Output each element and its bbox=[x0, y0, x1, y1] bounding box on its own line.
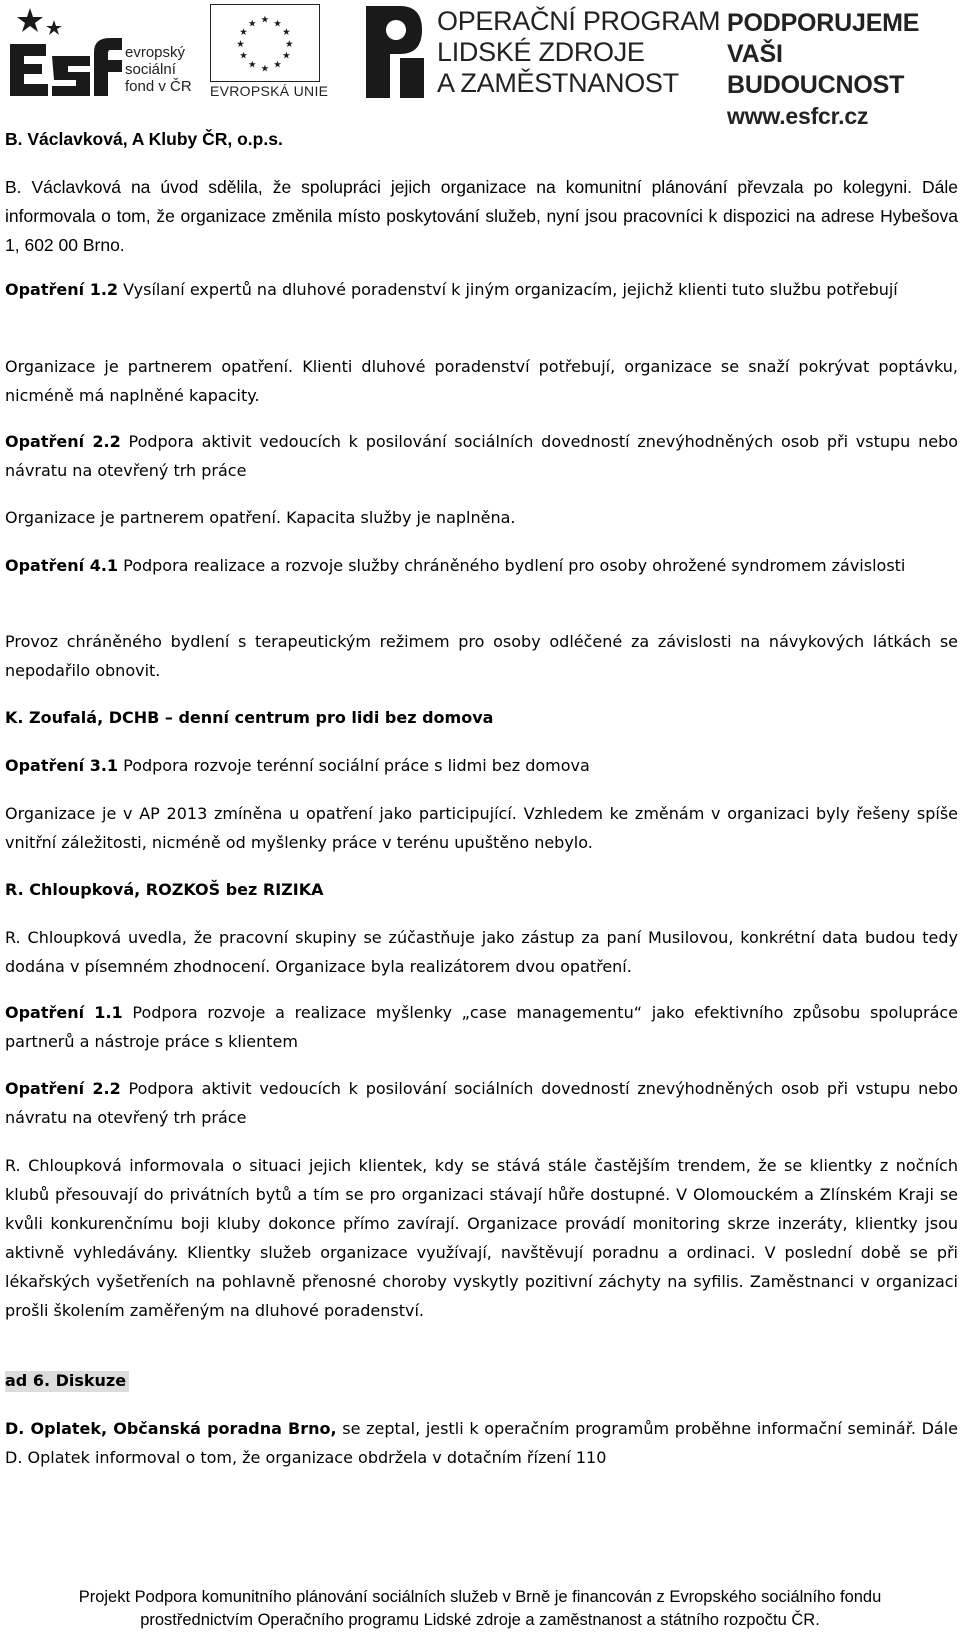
support-line: PODPORUJEME bbox=[727, 9, 920, 37]
measure-text: Podpora aktivit vedoucích k posilování sociálních dovedností znevýhodněných osob při vstupu nebo návratu na otevřený trh práce bbox=[5, 1079, 959, 1127]
svg-text:★: ★ bbox=[247, 18, 257, 30]
paragraph: Provoz chráněného bydlení s terapeutickým režimem pro osoby odléčené za závislosti na návykových látkách se nepodařilo obnovit. bbox=[5, 632, 958, 680]
measure-label: Opatření 1.2 bbox=[5, 280, 119, 299]
esf-line: evropský bbox=[125, 44, 186, 61]
support-line: VAŠI BUDOUCNOST bbox=[727, 40, 905, 99]
speaker: D. Oplatek, Občanská poradna Brno, bbox=[5, 1419, 337, 1438]
web-link[interactable]: www.esfcr.cz bbox=[727, 103, 869, 129]
svg-text:★: ★ bbox=[260, 63, 270, 75]
svg-text:★: ★ bbox=[273, 18, 283, 30]
measure-title bbox=[5, 551, 958, 580]
footer-line: prostřednictvím Operačního programu Lidské zdroje a zaměstnanost a státního rozpočtu ČR. bbox=[140, 1611, 820, 1629]
paragraph: R. Chloupková informovala o situaci jejich klientek, kdy se stává stále častějším trendem, že se klientky z nočních klubů přesouvají do privátních bytů a tím se pro organizaci stávají hůře dostupné. V Olomouckém a Zlínském Kraji se kvůli konkurenčnímu boji kluby dokonce přímo zavírají. Organizace provádí monitoring skrze inzeráty, klientky jsou aktivně vyhledávány. Klientky služeb organizace využívají, navštěvují poradnu a ordinaci. V poslední době se při lékařských vyšetřeních na pohlavně přenosné choroby vyskytly pozitivní záchyty na syfilis. Zaměstnanci v organizaci prošli školením zaměřeným na dluhové poradenství. bbox=[5, 1156, 958, 1320]
op-line: LIDSKÉ ZDROJE bbox=[437, 37, 645, 67]
paragraph: Organizace je partnerem opatření. Klienti dluhové poradenství potřebují, organizace se snaží pokrývat poptávku, nicméně má naplněné kapacity. bbox=[5, 357, 958, 405]
op-line: OPERAČNÍ PROGRAM bbox=[437, 6, 721, 36]
paragraph-text: se zeptal, jestli k operačním programům proběhne informační seminář. Dále D. Oplatek informoval o tom, že organizace obdržela v dotačním řízení 110 bbox=[5, 1419, 959, 1467]
op-line: A ZAMĚSTNANOST bbox=[437, 68, 679, 98]
svg-text:★: ★ bbox=[236, 38, 246, 50]
svg-text:★: ★ bbox=[260, 14, 270, 26]
page-footer bbox=[0, 1586, 960, 1632]
svg-text:★: ★ bbox=[239, 50, 248, 62]
esf-logo bbox=[6, 4, 124, 102]
measure-label: Opatření 1.1 bbox=[5, 1003, 123, 1022]
paragraph: B. Václavková na úvod sdělila, že spolupráci jejich organizace na komunitní plánování převzala po kolegyni. Dále informovala o tom, že organizace změnila místo poskytování služeb, nyní jsou pracovníci k dispozici na adrese Hybešova 1, 602 00 Brno. bbox=[5, 177, 958, 255]
svg-text:★: ★ bbox=[284, 38, 294, 50]
esf-line: sociální bbox=[125, 61, 176, 78]
svg-text:★: ★ bbox=[239, 27, 248, 39]
paragraph: R. Chloupková uvedla, že pracovní skupiny se zúčastňuje jako zástup za paní Musilovou, konkrétní data budou tedy dodána v písemném zhodnocení. Organizace byla realizátorem dvou opatření. bbox=[5, 928, 958, 976]
highlighted-heading: ad 6. Diskuze bbox=[5, 1371, 129, 1392]
section-heading: R. Chloupková, ROZKOŠ bez RIZIKA bbox=[5, 880, 324, 899]
measure-title bbox=[5, 1074, 958, 1132]
op-program-text bbox=[437, 6, 720, 99]
measure-title bbox=[5, 751, 958, 780]
measure-title bbox=[5, 275, 958, 304]
measure-title bbox=[5, 998, 958, 1056]
paragraph: Organizace je partnerem opatření. Kapacita služby je naplněna. bbox=[5, 508, 516, 527]
measure-text: Podpora rozvoje a realizace myšlenky „case managementu“ jako efektivního způsobu spolupráce partnerů a nástroje práce s klientem bbox=[5, 1003, 959, 1051]
paragraph: Organizace je v AP 2013 zmíněna u opatření jako participující. Vzhledem ke změnám v organizaci byly řešeny spíše vnitřní záležitosti, nicméně od myšlenky práce v terénu upuštěno nebylo. bbox=[5, 804, 958, 852]
svg-text:★: ★ bbox=[247, 59, 257, 71]
section-heading: K. Zoufalá, DCHB – denní centrum pro lidi bez domova bbox=[5, 708, 494, 727]
measure-label: Opatření 3.1 bbox=[5, 756, 119, 775]
measure-text: Podpora aktivit vedoucích k posilování sociálních dovedností znevýhodněných osob při vstupu nebo návratu na otevřený trh práce bbox=[5, 432, 959, 480]
esf-logo-text bbox=[125, 44, 192, 95]
measure-label: Opatření 2.2 bbox=[5, 1079, 121, 1098]
support-slogan bbox=[727, 8, 960, 132]
eu-flag-icon bbox=[210, 4, 320, 82]
svg-text:★: ★ bbox=[273, 59, 283, 71]
measure-text: Vysílaní expertů na dluhové poradenství k jiným organizacím, jejichž klienti tuto službu potřebují bbox=[123, 280, 898, 299]
svg-text:★: ★ bbox=[282, 27, 291, 39]
svg-text:★: ★ bbox=[282, 50, 291, 62]
measure-text: Podpora rozvoje terénní sociální práce s lidmi bez domova bbox=[123, 756, 590, 775]
paragraph bbox=[5, 1414, 958, 1472]
logo-header bbox=[0, 0, 960, 129]
eu-label: EVROPSKÁ UNIE bbox=[210, 83, 329, 99]
op-program-icon bbox=[360, 2, 430, 102]
measure-label: Opatření 4.1 bbox=[5, 556, 119, 575]
section-heading: B. Václavková, A Kluby ČR, o.p.s. bbox=[5, 129, 283, 149]
footer-line: Projekt Podpora komunitního plánování sociálních služeb v Brně je financován z Evropského sociálního fondu bbox=[78, 1588, 882, 1606]
measure-label: Opatření 2.2 bbox=[5, 432, 121, 451]
section-heading bbox=[5, 1366, 958, 1395]
measure-title bbox=[5, 427, 958, 485]
esf-line: fond v ČR bbox=[125, 78, 192, 95]
measure-text: Podpora realizace a rozvoje služby chráněného bydlení pro osoby ohrožené syndromem závislosti bbox=[123, 556, 906, 575]
